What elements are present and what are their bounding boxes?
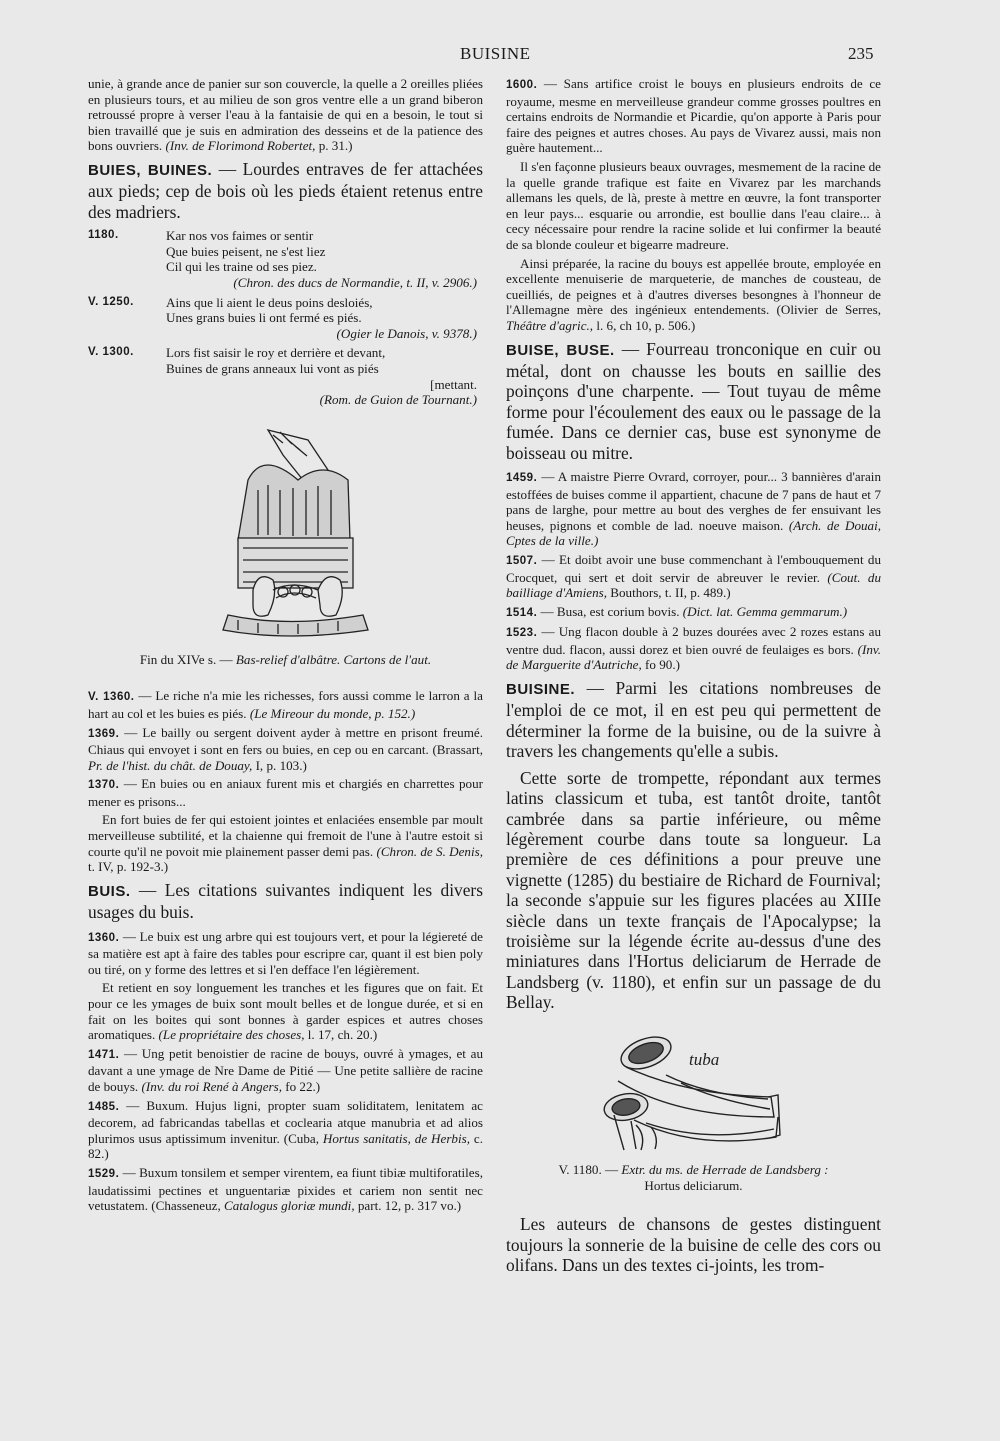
citation-1529 bbox=[88, 1165, 483, 1214]
citation-source: (Arch. de Douai, Cptes de la ville.) bbox=[506, 517, 881, 549]
entry-definition: — Lourdes entraves de fer attachées aux pieds; cep de bois où les pieds étaient retenus entre des madriers. bbox=[88, 158, 483, 222]
tuba-label: tuba bbox=[689, 1049, 720, 1069]
citation-text: — Ung petit benoistier de racine de bouys, ouvré à ymages, et au davant a une ymage de Nre Dame de Pitié — Une petite sallière de racine de bouys. bbox=[88, 1045, 483, 1094]
citation-1459 bbox=[506, 469, 881, 549]
citation-date: 1459. bbox=[506, 471, 538, 484]
citation-source: Catalogus gloriæ mundi, bbox=[224, 1198, 355, 1214]
citation-b1360 bbox=[88, 929, 483, 978]
citation-source-end: I, p. 103.) bbox=[255, 757, 307, 773]
entry-headword: BUIES, BUINES. bbox=[88, 161, 213, 179]
intro-source: (Inv. de Florimond Robertet, bbox=[165, 138, 316, 154]
citation-source-end: fo 22.) bbox=[285, 1079, 321, 1094]
running-head: BUISINE bbox=[460, 44, 531, 63]
buisine-paragraph: Cette sorte de trompette, répondant aux termes latins classicum et tuba, est tantôt droite, tantôt cambrée dans sa partie inférieure, ou même légèrement courbe dans toute sa longueur. La première de ces définitions a pour preuve une vignette (1285) du bestiaire de Richard de Fournival; la seconde s'appuie sur les figures placées au XIIIe siècle dans un texte français de l'Apocalypse; la troisième sur la légende écrite au-dessus d'une des miniatures dans l'Hortus deliciarum de Herrade de Landsberg (v. 1180), et enfin sur un passage de du Bellay. bbox=[506, 767, 881, 1013]
entry-definition: — Fourreau tronconique en cuir ou métal, dont on chausse les bouts en saillie des poinçons d'une charpente. — Tout tuyau de même forme pour l'écoulement des eaux ou le passage de la fumée. Dans ce dernier cas, buse est synonyme de boisseau ou mitre. bbox=[506, 338, 881, 463]
verse-line: Que buies peisent, ne s'est liez bbox=[166, 243, 326, 259]
entry-buise bbox=[506, 339, 881, 463]
caption-title: Hortus deliciarum. bbox=[644, 1178, 743, 1194]
caption-date: Fin du XIVe s. — bbox=[139, 652, 236, 668]
citation-text: — A maistre Pierre Ovrard, corroyer, pour... 3 bannières d'arain estoffées de buises comme il appartient, chacune de 7 pans de haut et 7 pans de larghe, pour mettre au bout des verghes de fer ensuivant les heuses, pignons et comble de lad. noeuve maison. bbox=[506, 468, 881, 533]
citation-1471 bbox=[88, 1046, 483, 1095]
caption-source: Bas-relief d'albâtre. Cartons de l'aut. bbox=[235, 652, 432, 668]
citation-source: Théâtre d'agric., bbox=[506, 317, 594, 333]
citation-source-end: t. IV, p. 192-3.) bbox=[88, 859, 169, 875]
figure-shackled-feet bbox=[88, 420, 483, 649]
verse-line: Buines de grans anneaux lui vont as piés bbox=[166, 360, 379, 376]
citation-source: (Chron. de S. Denis, bbox=[376, 843, 483, 859]
verse-date: 1180. bbox=[88, 229, 119, 242]
entry-buis bbox=[88, 880, 483, 923]
entry-headword: BUISE, BUSE. bbox=[506, 341, 615, 359]
verse-line: Unes grans buies li ont fermé es piés. bbox=[166, 310, 362, 326]
caption-date: V. 1180. — bbox=[558, 1162, 622, 1178]
entry-buisine bbox=[506, 678, 881, 762]
citation-b1360-cont bbox=[88, 980, 483, 1042]
citation-date: 1369. bbox=[88, 727, 120, 740]
citation-source: Hortus sanitatis, de Herbis, bbox=[322, 1130, 470, 1146]
citation-date: 1471. bbox=[88, 1048, 120, 1061]
verse-date: V. 1250. bbox=[88, 295, 134, 308]
verse-line: Lors fist saisir le roy et derrière et devant, bbox=[166, 345, 386, 361]
citation-1600-p3 bbox=[506, 256, 881, 334]
citation-source: (Inv. de Marguerite d'Autriche, bbox=[506, 641, 882, 673]
citation-1514 bbox=[506, 604, 881, 622]
citation-date: 1523. bbox=[506, 627, 538, 640]
citation-1507 bbox=[506, 552, 881, 601]
citation-text: — Le buix est ung arbre qui est toujours vert, et pour la légiereté de sa matière est apt à faire des tables pour escripre car, quant il est bien poly ou tiré, on y forme des lettres et si l'en defface l'en légièrement. bbox=[88, 928, 483, 977]
verse-source: (Rom. de Guion de Tournant.) bbox=[319, 392, 477, 408]
entry-headword: BUIS. bbox=[88, 882, 131, 900]
citation-source: (Le Mireour du monde, p. 152.) bbox=[249, 705, 416, 721]
entry-definition: — Parmi les citations nombreuses de l'emploi de ce mot, il en est peu qui permettent de déterminer la forme de la buisine, ou de la suivre à travers les changements qu'elle a subis. bbox=[506, 678, 881, 762]
entry-definition: — Les citations suivantes indiquent les divers usages du buis. bbox=[88, 879, 483, 923]
verse-line: [mettant. bbox=[430, 376, 477, 392]
citation-1370-cont bbox=[88, 812, 483, 874]
figure-caption bbox=[88, 652, 483, 668]
citation-source: (Cout. du bailliage d'Amiens, bbox=[506, 569, 881, 601]
caption-source: Extr. du ms. de Herrade de Landsberg : bbox=[621, 1162, 829, 1178]
left-column bbox=[88, 76, 483, 1217]
verse-1300 bbox=[88, 345, 483, 407]
citation-source: (Dict. lat. Gemma gemmarum.) bbox=[682, 603, 848, 619]
citation-1360 bbox=[88, 688, 483, 721]
citation-source-end: l. 17, ch. 20.) bbox=[307, 1027, 378, 1043]
verse-line: Cil qui les traine od ses piez. bbox=[166, 259, 317, 275]
horn-illustration bbox=[506, 1025, 881, 1155]
intro-paragraph bbox=[88, 76, 483, 154]
citation-date: 1514. bbox=[506, 606, 538, 619]
citation-source: (Le propriétaire des choses, bbox=[158, 1027, 305, 1043]
citation-source: Pr. de l'hist. du chât. de Douay, bbox=[88, 757, 253, 773]
citation-date: 1360. bbox=[88, 931, 120, 944]
citation-text: — En buies ou en aniaux furent mis et chargiés en charrettes pour mener es prisons... bbox=[88, 776, 483, 809]
verse-1180 bbox=[88, 228, 483, 290]
figure-caption-horn bbox=[506, 1162, 881, 1194]
citation-source-end: part. 12, p. 317 vo.) bbox=[357, 1198, 462, 1214]
citation-text: — Busa, est corium bovis. bbox=[537, 603, 680, 619]
citation-text: — Buxum tonsilem et semper virentem, ea fiunt tibiæ multiforatiles, laudatissimi pectines et unguentariæ pixides et cariem non sentit nec vetustatem. (Chasseneuz, bbox=[88, 1164, 483, 1214]
citation-date: 1529. bbox=[88, 1167, 120, 1180]
verse-1250 bbox=[88, 295, 483, 342]
citation-source: (Inv. du roi René à Angers, bbox=[141, 1079, 282, 1094]
page-number: 235 bbox=[848, 44, 874, 63]
citation-source-end: c. 82.) bbox=[88, 1130, 483, 1162]
intro-source-end: p. 31.) bbox=[318, 138, 353, 154]
citation-source-end: Bouthors, t. II, p. 489.) bbox=[610, 585, 731, 601]
citation-date: 1370. bbox=[88, 779, 120, 792]
citation-source-end: l. 6, ch 10, p. 506.) bbox=[596, 317, 696, 333]
closing-paragraph: Les auteurs de chansons de gestes distinguent toujours la sonnerie de la buisine de celle des cors ou olifans. Dans un des textes ci-joints, les trom- bbox=[506, 1214, 881, 1275]
citation-text: Et retient en soy longuement les tranches et les figures que on fait. Et pour ce les ymages de buix sont moult belles et de longue durée, et si en fait on les boites qui sont bonnes à garder espices et autres choses aromatiques. bbox=[88, 980, 483, 1043]
citation-text: — Ung flacon double à 2 buzes dourées avec 2 rozes estans au ventre dud. flacon, aussi dorez et bien ouvré de feulaiges es bors. bbox=[506, 624, 881, 657]
verse-source: (Ogier le Danois, v. 9378.) bbox=[336, 325, 477, 341]
shackled-feet-illustration bbox=[88, 420, 483, 645]
citation-text: Il s'en façonne plusieurs beaux ouvrages, mesmement de la racine de la quelle grande trafique est faite en Vivarez par les marchands allemans les quels, de là, preste à mettre en œuvre, la font transporter en leur pays... esquarie ou arrondie, est boullie dans l'eau claire... à cecy nécessaire pour rendre la racine solide et lui confirmer la beauté de sa blonde couleur et bigearre madreure. bbox=[506, 158, 881, 252]
citation-date: 1507. bbox=[506, 554, 538, 567]
citation-1369 bbox=[88, 725, 483, 774]
citation-text: — Buxum. Hujus ligni, propter suam soliditatem, lenitatem ac decorem, ad fabricandas tabellas et coclearia atque manubria et ad alios plurimos usus aptissimum invenitur. (Cuba, bbox=[88, 1097, 483, 1146]
citation-1370 bbox=[88, 776, 483, 809]
citation-1600 bbox=[506, 76, 881, 156]
intro-text: unie, à grande ance de panier sur son couvercle, la quelle a 2 oreilles pliées en plusieurs tours, et au milieu de son gros ventre elle a un grand biberon retroussé propre à verser l'eau à la fantaisie de qui en a besoin, le tout si bien travaillé que je suis en admiration des desseins et de la patience des bons ouvriers. bbox=[88, 76, 483, 154]
verse-source: (Chron. des ducs de Normandie, t. II, v. 2906.) bbox=[233, 274, 477, 290]
citation-source-end: fo 90.) bbox=[645, 657, 680, 673]
citation-text: — Le riche n'a mie les richesses, fors aussi comme le larron a la hart au col et les buies es piés. bbox=[88, 688, 483, 721]
citation-text: — Le bailly ou sergent doivent ayder à mettre en prisont freumé. Chiaus qui envoyet i sont en fers ou buies, en cep ou en carcant. (Brassart, bbox=[88, 724, 483, 758]
entry-headword: BUISINE. bbox=[506, 681, 576, 699]
right-column bbox=[506, 76, 881, 1276]
verse-date: V. 1300. bbox=[88, 346, 134, 359]
citation-1600-p2 bbox=[506, 159, 881, 253]
verse-line: Kar nos vos faimes or sentir bbox=[166, 228, 314, 244]
figure-horn bbox=[506, 1025, 881, 1159]
citation-text: En fort buies de fer qui estoient jointes et enlaciées ensemble par moult merveilleuse subtilité, et la chaienne qui fremoit de l'une à l'autre estoit si courte qu'il ne povoit mie plainement passer demi pas. bbox=[88, 812, 483, 859]
citation-1523 bbox=[506, 624, 881, 673]
citation-date: V. 1360. bbox=[88, 691, 135, 704]
entry-buies bbox=[88, 159, 483, 222]
citation-1485 bbox=[88, 1098, 483, 1162]
citation-text: — Sans artifice croist le bouys en plusieurs endroits de ce royaume, mesme en merveilleuse grandeur comme grosses poultres en certains endroits de Normandie et Picardie, qu'on apporte à Paris pour faire des peignes et autres choses. Au pays de Vivarez aussi, mais non guère hautement... bbox=[506, 76, 881, 156]
citation-text: — Et doibt avoir une buse commenchant à l'embouquement du Crocquet, qui sert et doit servir de abreuver le revier. bbox=[506, 551, 881, 585]
citation-date: 1600. bbox=[506, 79, 538, 91]
citation-date: 1485. bbox=[88, 1100, 120, 1113]
citation-text: Ainsi préparée, la racine du bouys est appellée broute, employée en excellente menuiserie de marqueterie, de manches de cousteau, de cueilliés, de peignes et à d'autres diverses besongnes à l'honneur de l'Allemagne mère des ingénieux entendements. (Olivier de Serres, bbox=[506, 255, 881, 318]
verse-line: Ains que li aient le deus poins desloiés, bbox=[166, 294, 373, 310]
